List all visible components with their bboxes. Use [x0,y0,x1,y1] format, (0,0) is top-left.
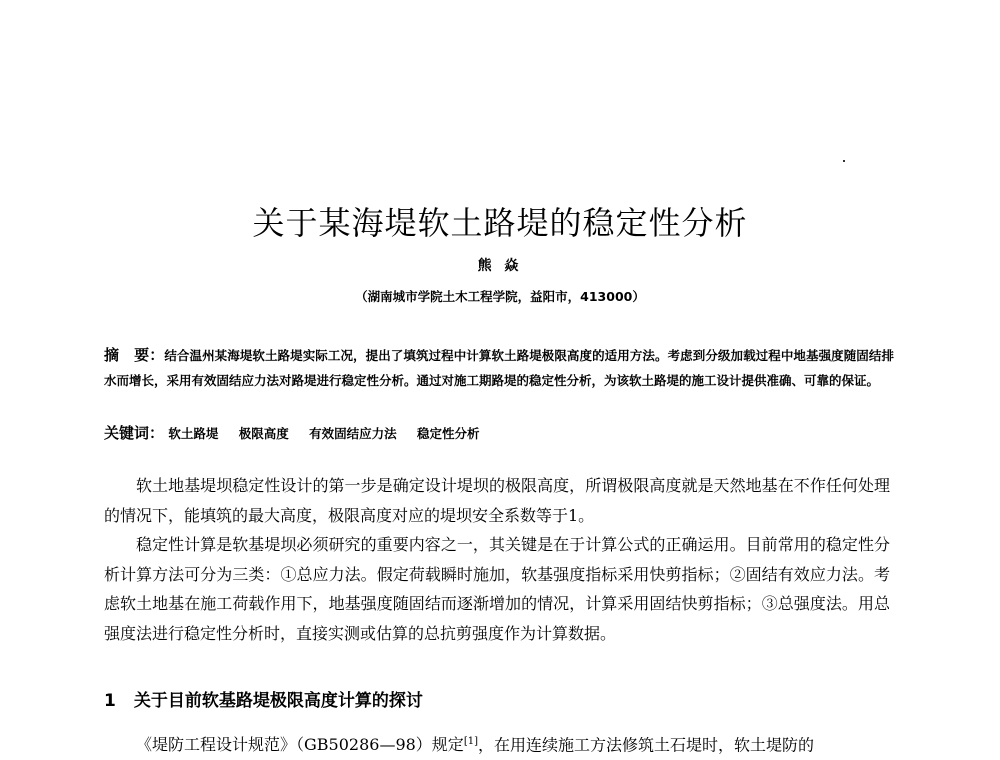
author-affiliation: （湖南城市学院土木工程学院，益阳市，413000） [355,289,645,304]
section-number: 1 [104,691,116,711]
paragraph: 软土地基堤坝稳定性设计的第一步是确定设计堤坝的极限高度，所谓极限高度就是天然地基在不作任何处理的情况下，能填筑的最大高度，极限高度对应的堤坝安全系数等于1。 [104,476,890,525]
keyword: 极限高度 [238,426,289,441]
paper-title: 关于某海堤软土路堤的稳定性分析 [252,204,748,242]
abstract-label: 摘 要： [104,346,165,364]
abstract [104,343,894,393]
paragraph: 稳定性计算是软基堤坝必须研究的重要内容之一，其关键是在于计算公式的正确运用。目前常用的稳定性分析计算方法可分为三类：①总应力法。假定荷载瞬时施加，软基强度指标采用快剪指标；②固结有效应力法。考虑软土地基在施工荷载作用下，地基强度随固结而逐渐增加的情况，计算采用固结快剪指标；③总强度法。用总强度法进行稳定性分析时，直接实测或估算的总抗剪强度作为计算数据。 [104,535,890,643]
truncated-text-end: ，在用连续施工方法修筑土石堤时，软土堤防的 [477,735,814,755]
citation-ref: [1] [463,736,478,747]
keyword: 软土路堤 [168,426,219,441]
author-name: 熊 焱 [477,258,523,274]
abstract-text: 结合温州某海堤软土路堤实际工况，提出了填筑过程中计算软土路堤极限高度的适用方法。考虑到分级加载过程中地基强度随固结排水而增长，采用有效固结应力法对路堤进行稳定性分析。通过对施工期路堤的稳定性分析，为该软土路堤的施工设计提供准确、可靠的保证。 [104,348,894,388]
keyword: 稳定性分析 [417,426,480,441]
section-title: 关于目前软基路堤极限高度计算的探讨 [133,691,423,711]
truncated-paragraph [104,727,890,760]
keyword: 有效固结应力法 [309,426,397,441]
keywords [104,421,894,446]
body-text [104,471,890,648]
section-heading [104,686,890,711]
scan-speck [843,160,845,162]
truncated-text-start: 《堤防工程设计规范》（GB50286—98）规定 [136,735,464,755]
keywords-label: 关键词： [104,424,165,442]
